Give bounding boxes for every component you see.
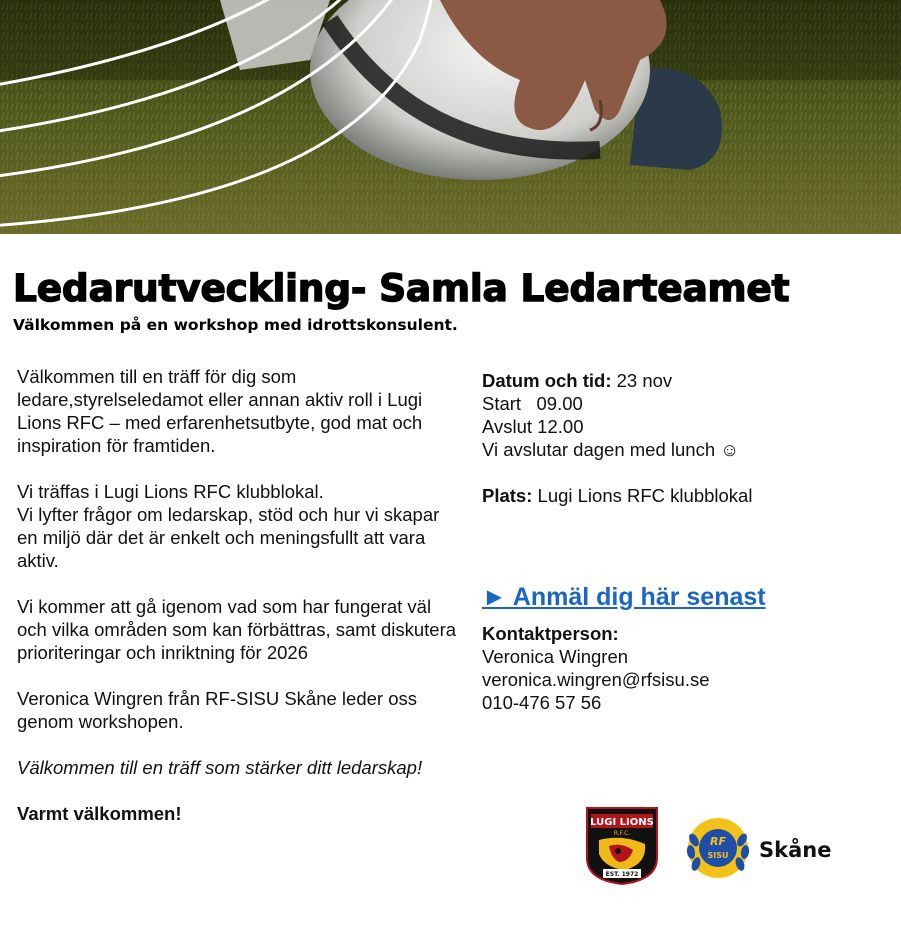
logos-row [585,806,845,886]
lugi-rfc-text: R.F.C. [613,830,631,837]
lugi-name-text: LUGI LIONS [590,817,654,828]
date-line [482,369,892,392]
contact-label: Kontaktperson: [482,623,619,644]
sisu-text: SISU [707,851,729,860]
page-subtitle: Välkommen på en workshop med idrottskonsulent. [13,316,458,334]
meeting-place-text: Vi träffas i Lugi Lions RFC klubblokal. [17,481,324,502]
rugby-photo [0,0,901,234]
rf-text: RF [710,835,726,848]
page-title: Ledarutveckling- Samla Ledarteamet [13,266,790,310]
date-label: Datum och tid: [482,370,612,391]
lugi-lions-logo [587,808,657,884]
contact-block [482,622,710,714]
place-label: Plats: [482,485,533,506]
register-link[interactable]: ► Anmäl dig här senast [482,583,766,611]
rf-sisu-logo [686,818,750,878]
place-value: Lugi Lions RFC klubblokal [532,485,753,506]
description-column [17,365,457,848]
contact-email[interactable]: veronica.wingren@rfsisu.se [482,669,710,690]
start-time: Start 09.00 [482,393,583,414]
lunch-note: Vi avslutar dagen med lunch ☺ [482,439,740,460]
topics-text: Vi lyfter frågor om ledarskap, stöd och hur vi skapar en miljö där det är enkelt och meningsfullt att vara aktiv. [17,504,440,571]
end-time: Avslut 12.00 [482,416,584,437]
details-column [482,369,892,507]
agenda-paragraph: Vi kommer att gå igenom vad som har fungerat väl och vilka områden som kan förbättras, samt diskutera prioriteringar och inriktning för 2026 [17,596,457,663]
location-paragraph [17,480,457,572]
contact-phone: 010-476 57 56 [482,692,602,713]
closing-italic: Välkommen till en träff som stärker ditt ledarskap! [17,757,423,778]
date-value: 23 nov [611,370,673,391]
hero-image [0,0,901,234]
intro-paragraph: Välkommen till en träff för dig som ledare,styrelseledamot eller annan aktiv roll i Lugi Lions RFC – med erfarenhetsutbyte, god mat och inspiration för framtiden. [17,366,423,456]
skane-label: Skåne [759,838,832,862]
lugi-est-text: EST. 1972 [605,871,639,878]
closing-bold: Varmt välkommen! [17,803,182,824]
leader-paragraph: Veronica Wingren från RF-SISU Skåne leder oss genom workshopen. [17,688,417,732]
place-line [482,484,892,507]
contact-name: Veronica Wingren [482,646,629,667]
